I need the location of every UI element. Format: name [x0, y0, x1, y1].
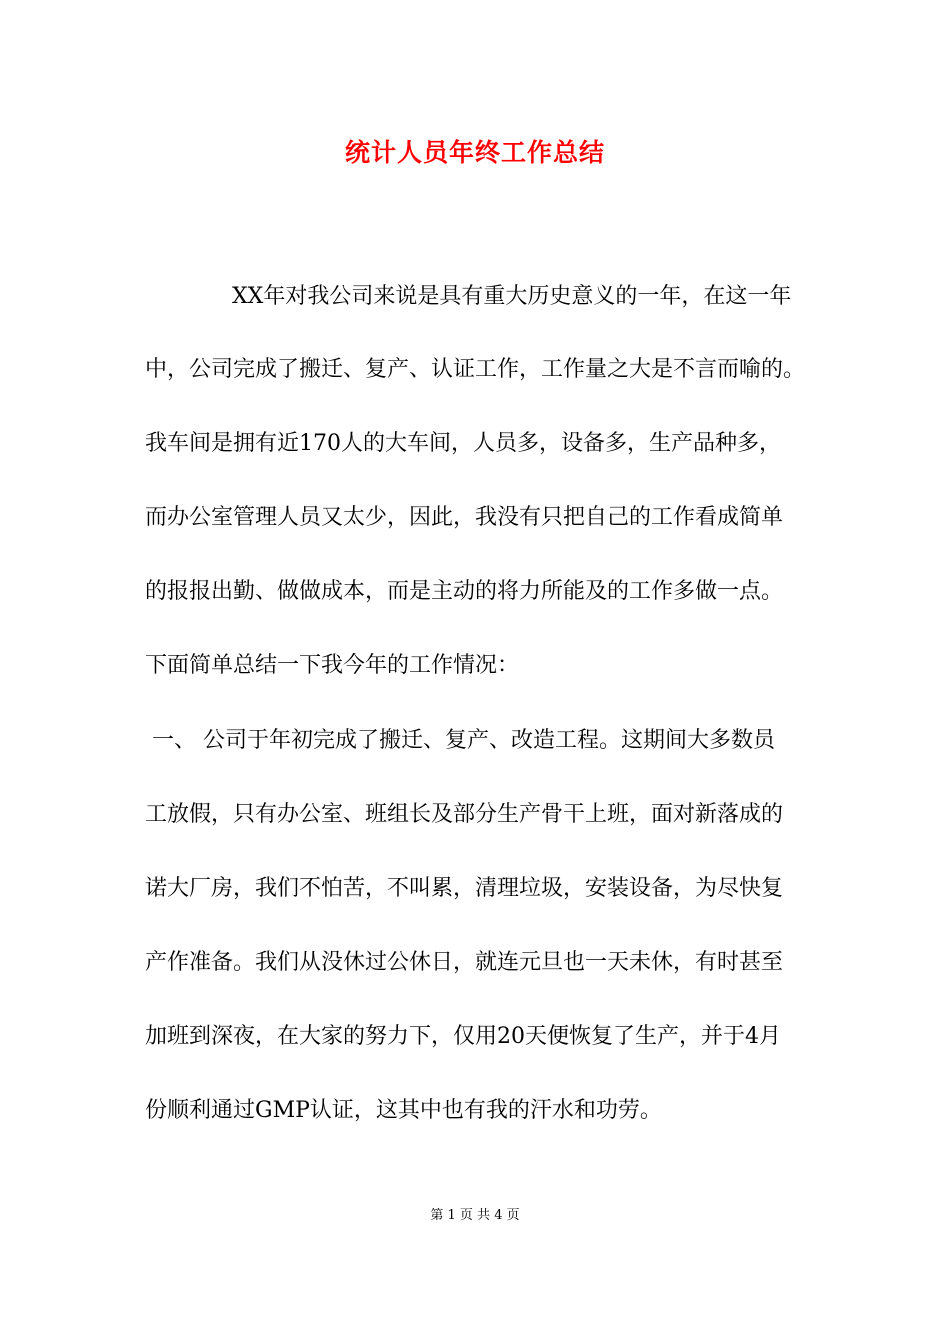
- paragraph-line-2: 中，公司完成了搬迁、复产、认证工作，工作量之大是不言而喻的。: [145, 357, 806, 382]
- paragraph-line-5: 的报报出勤、做做成本，而是主动的将力所能及的工作多做一点。: [145, 579, 784, 604]
- paragraph-line-8: 工放假，只有办公室、班组长及部分生产骨干上班，面对新落成的: [145, 802, 784, 827]
- paragraph-line-3: 我车间是拥有近170人的大车间，人员多，设备多，生产品种多，: [145, 431, 781, 456]
- paragraph-line-11: 加班到深夜，在大家的努力下，仅用20天便恢复了生产，并于4月: [145, 1024, 781, 1049]
- paragraph-line-4: 而办公室管理人员又太少，因此，我没有只把自己的工作看成简单: [145, 505, 784, 530]
- paragraph-line-1: XX年对我公司来说是具有重大历史意义的一年，在这一年: [232, 284, 792, 309]
- paragraph-line-12: 份顺利通过GMP认证，这其中也有我的汗水和功劳。: [145, 1098, 662, 1123]
- page-footer: 第 1 页 共 4 页: [430, 1208, 520, 1223]
- document-title: 统计人员年终工作总结: [344, 138, 605, 167]
- paragraph-line-10: 产作准备。我们从没休过公休日，就连元旦也一天未休，有时甚至: [145, 950, 784, 975]
- paragraph-line-7: 一、 公司于年初完成了搬迁、复产、改造工程。这期间大多数员: [152, 728, 775, 753]
- paragraph-line-9: 诺大厂房，我们不怕苦，不叫累，清理垃圾，安装设备，为尽快复: [145, 876, 784, 901]
- paragraph-line-6: 下面简单总结一下我今年的工作情况：: [145, 653, 520, 678]
